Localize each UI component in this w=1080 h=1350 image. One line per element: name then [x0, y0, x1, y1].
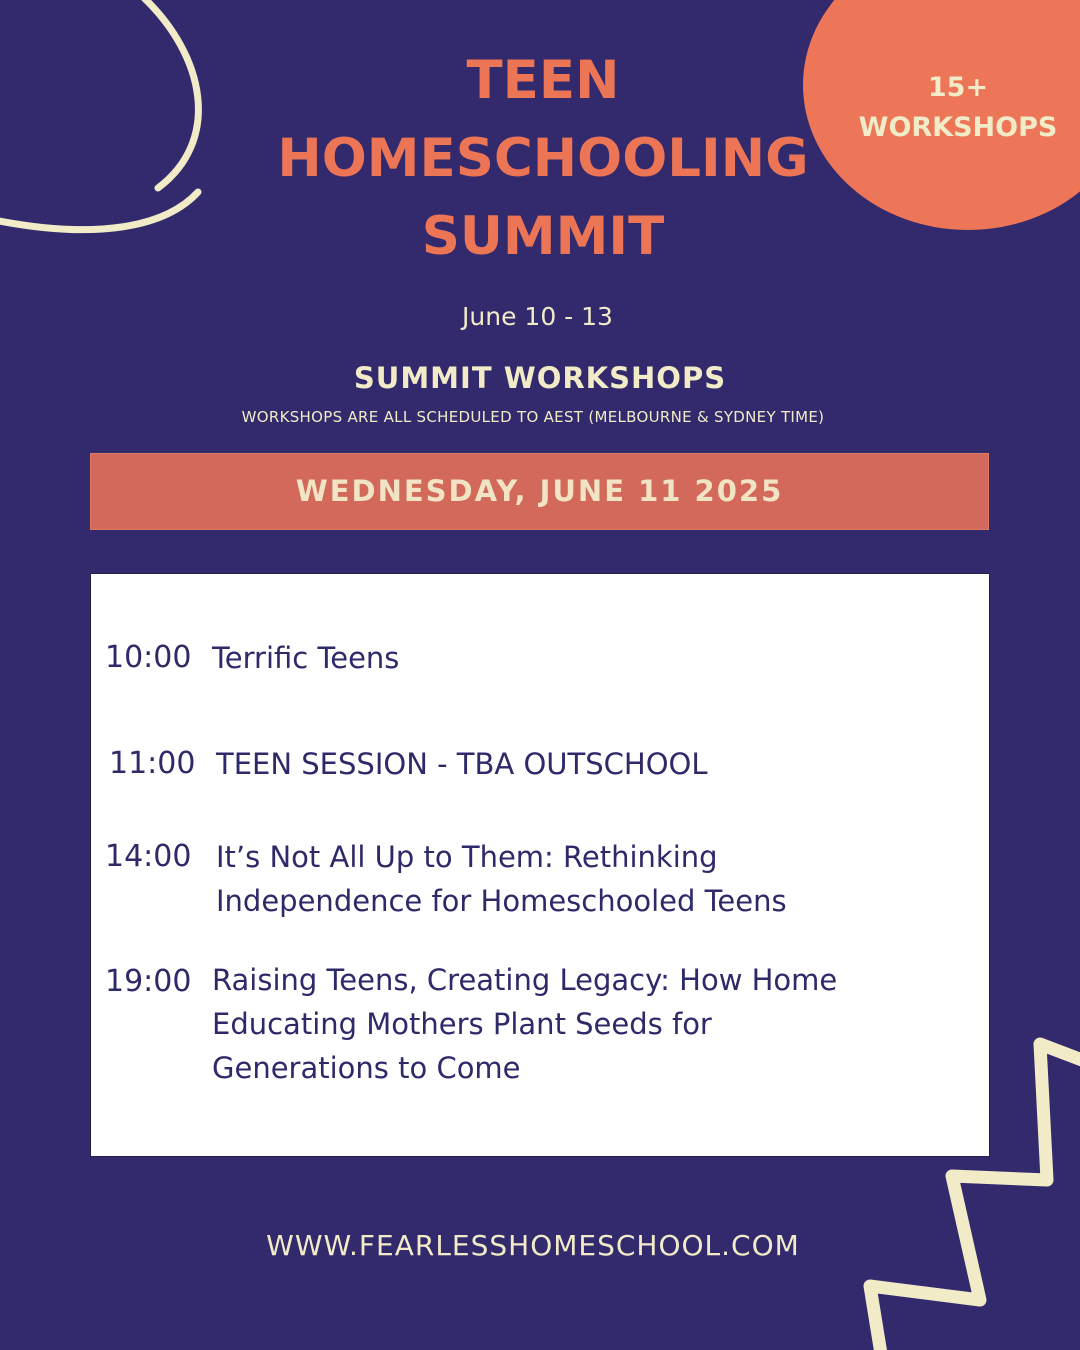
session-title-line: Generations to Come — [212, 1051, 521, 1085]
session-title-line: It’s Not All Up to Them: Rethinking — [216, 840, 718, 874]
badge-label: WORKSHOPS — [858, 112, 1058, 143]
title-line: SUMMIT — [421, 206, 665, 267]
title-line: TEEN — [466, 50, 620, 111]
session-title — [216, 835, 787, 923]
summit-dates: June 10 - 13 — [462, 302, 613, 331]
session-title — [216, 742, 708, 786]
session-title-line: Educating Mothers Plant Seeds for — [212, 1007, 712, 1041]
session-title-line: Independence for Homeschooled Teens — [216, 884, 787, 918]
session-title — [212, 958, 837, 1090]
title-line: HOMESCHOOLING — [277, 128, 809, 189]
page-title — [0, 42, 1080, 276]
day-heading-bar — [90, 453, 989, 530]
decorative-zigzag-shape — [860, 1030, 1080, 1350]
schedule-card — [90, 573, 990, 1157]
session-title-line: Raising Teens, Creating Legacy: How Home — [212, 963, 838, 997]
session-time: 11:00 — [109, 746, 196, 781]
session-time: 10:00 — [105, 640, 192, 675]
session-title-line: Terrific Teens — [212, 641, 400, 675]
session-title-line: TEEN SESSION - TBA OUTSCHOOL — [216, 747, 708, 781]
badge-count: 15+ — [927, 72, 989, 103]
session-title — [212, 636, 399, 680]
section-title: SUMMIT WORKSHOPS — [353, 361, 727, 395]
session-time: 14:00 — [105, 839, 192, 874]
timezone-note: WORKSHOPS ARE ALL SCHEDULED TO AEST (MELBOURNE & SYDNEY TIME) — [241, 408, 825, 426]
session-time: 19:00 — [105, 964, 192, 999]
day-heading: WEDNESDAY, JUNE 11 2025 — [295, 474, 784, 508]
website-url[interactable]: WWW.FEARLESSHOMESCHOOL.COM — [266, 1229, 800, 1262]
